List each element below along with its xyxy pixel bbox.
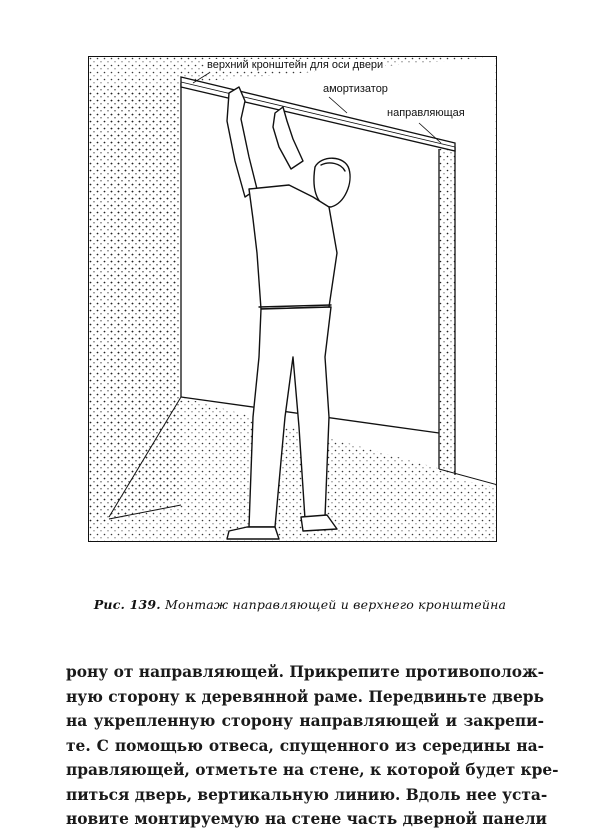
caption-text: Монтаж направляющей и верхнего кронштейна — [165, 597, 507, 612]
text-line: питься дверь, вертикальную линию. Вдоль нее уста- — [66, 785, 548, 804]
text-line: на укрепленную сторону направляющей и закрепи- — [66, 712, 544, 730]
installation-illustration — [89, 57, 497, 542]
text-line: ную сторону к деревянной раме. Передвиньте дверь — [66, 687, 544, 706]
text-line: правляющей, отметьте на стене, к которой будет кре- — [66, 761, 559, 779]
label-damper: амортизатор — [323, 83, 388, 95]
illustration-frame — [88, 56, 497, 542]
caption-number: Рис. 139. — [93, 597, 161, 612]
text-line: те. С помощью отвеса, спущенного из середины на- — [66, 736, 544, 755]
label-top-bracket: верхний кронштейн для оси двери — [207, 59, 384, 71]
text-line: рону от направляющей. Прикрепите противополож- — [66, 663, 544, 681]
text-line: новите монтируемую на стене часть дверной панели — [66, 810, 547, 828]
figure-caption — [0, 597, 600, 612]
label-rail: направляющая — [387, 107, 465, 119]
body-paragraph — [66, 660, 559, 832]
